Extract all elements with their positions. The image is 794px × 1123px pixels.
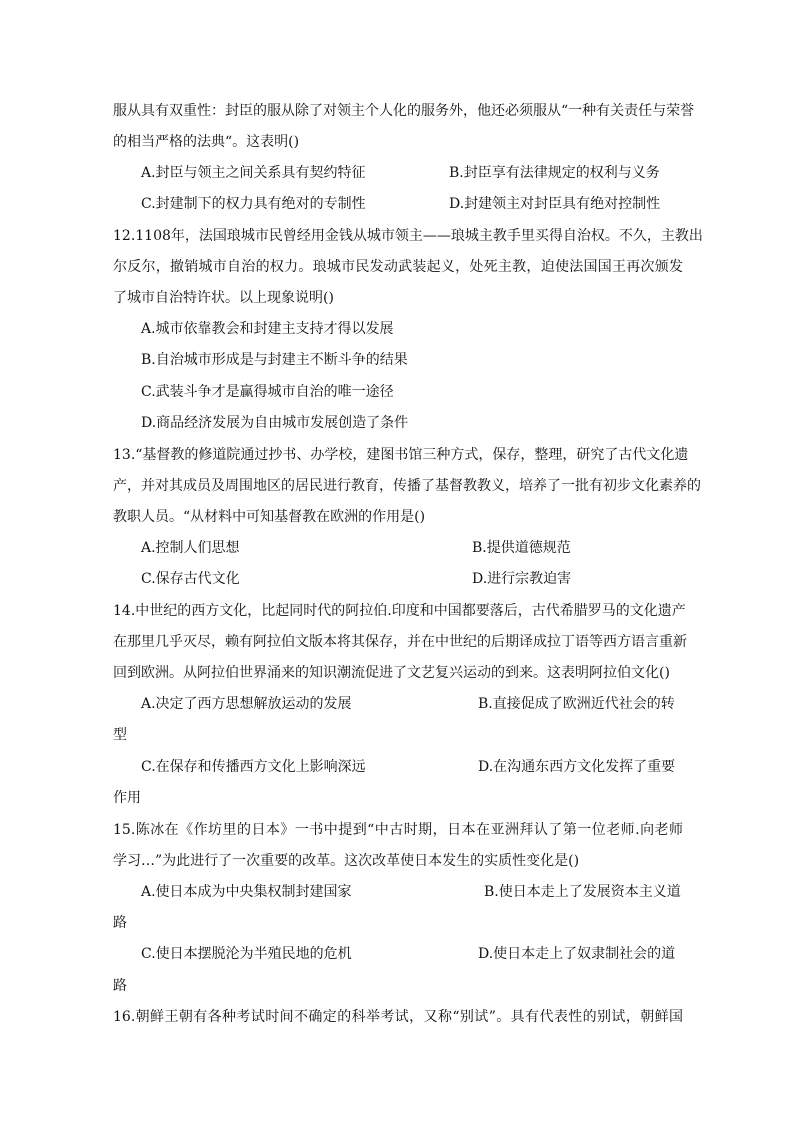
q15-option-d: D.使日本走上了奴隶制社会的道 bbox=[478, 946, 676, 962]
q11-option-b: B.封臣享有法律规定的权利与义务 bbox=[449, 165, 660, 181]
q15-stem-line-1: 15.陈冰在《作坊里的日本》一书中提到“中古时期，日本在亚洲拜认了第一位老师.向老师 bbox=[113, 822, 683, 838]
q15-stem-line-2: 学习…”为此进行了一次重要的改革。这次改革使日本发生的实质性变化是() bbox=[113, 853, 580, 869]
q13-stem-line-2: 产，并对其成员及周围地区的居民进行教育，传播了基督教教义，培养了一批有初步文化素养的 bbox=[113, 478, 701, 494]
q11-option-d: D.封建领主对封臣具有绝对控制性 bbox=[449, 196, 661, 212]
q14-option-b: B.直接促成了欧洲近代社会的转 bbox=[478, 696, 675, 712]
q11-stem-line-2: 的相当严格的法典“。这表明() bbox=[113, 134, 300, 150]
q15-option-b: B.使日本走上了发展资本主义道 bbox=[484, 884, 681, 900]
q16-stem-line-1: 16.朝鲜王朝有各种考试时间不确定的科举考试，又称“别试”。具有代表性的别试，朝鲜国 bbox=[113, 1009, 683, 1025]
q15-option-d-continued: 路 bbox=[113, 978, 127, 994]
q13-option-d: D.进行宗教迫害 bbox=[472, 571, 572, 587]
q14-stem-line-2: 在那里几乎灭尽，赖有阿拉伯文版本将其保存，并在中世纪的后期译成拉丁语等西方语言重新 bbox=[113, 634, 687, 650]
q12-stem-line-1: 12.1108年，法国琅城市民曾经用金钱从城市领主——琅城主教手里买得自治权。不久，主教出 bbox=[113, 228, 703, 244]
q15-option-a: A.使日本成为中央集权制封建国家 bbox=[141, 884, 352, 900]
q14-option-d-continued: 作用 bbox=[113, 790, 141, 806]
q13-option-c: C.保存古代文化 bbox=[141, 571, 240, 587]
q11-option-c: C.封建制下的权力具有绝对的专制性 bbox=[141, 196, 366, 212]
q15-option-b-continued: 路 bbox=[113, 915, 127, 931]
q13-stem-line-3: 教职人员。“从材料中可知基督教在欧洲的作用是() bbox=[113, 509, 426, 525]
q14-option-d: D.在沟通东西方文化发挥了重要 bbox=[478, 759, 676, 775]
q14-stem-line-3: 回到欧洲。从阿拉伯世界涌来的知识潮流促进了文艺复兴运动的到来。这表明阿拉伯文化() bbox=[113, 665, 670, 681]
q11-option-a: A.封臣与领主之间关系具有契约特征 bbox=[141, 165, 366, 181]
q14-option-a: A.决定了西方思想解放运动的发展 bbox=[141, 696, 352, 712]
q14-option-c: C.在保存和传播西方文化上影响深远 bbox=[141, 759, 366, 775]
q11-stem-line-1: 服从具有双重性：封臣的服从除了对领主个人化的服务外，他还必须服从“一种有关责任与荣誉 bbox=[113, 103, 695, 119]
q12-option-a: A.城市依靠教会和封建主支持才得以发展 bbox=[141, 321, 394, 337]
q12-option-d: D.商品经济发展为自由城市发展创造了条件 bbox=[141, 415, 409, 431]
q13-option-b: B.提供道德规范 bbox=[472, 540, 571, 556]
q13-option-a: A.控制人们思想 bbox=[141, 540, 240, 556]
q12-stem-line-3: 了城市自治特许状。以上现象说明() bbox=[113, 290, 334, 306]
q15-option-c: C.使日本摆脱沦为半殖民地的危机 bbox=[141, 946, 352, 962]
q13-stem-line-1: 13.“基督教的修道院通过抄书、办学校，建图书馆三种方式，保存，整理，研究了古代文化遗 bbox=[113, 447, 689, 463]
q12-option-b: B.自治城市形成是与封建主不断斗争的结果 bbox=[141, 352, 408, 368]
q12-stem-line-2: 尔反尔，撤销城市自治的权力。琅城市民发动武装起义，处死主教，迫使法国国王再次颁发 bbox=[113, 259, 683, 275]
q12-option-c: C.武装斗争才是赢得城市自治的唯一途径 bbox=[141, 384, 394, 400]
q14-stem-line-1: 14.中世纪的西方文化，比起同时代的阿拉伯.印度和中国都要落后，古代希腊罗马的文化遗产 bbox=[113, 603, 686, 619]
q14-option-b-continued: 型 bbox=[113, 727, 127, 743]
